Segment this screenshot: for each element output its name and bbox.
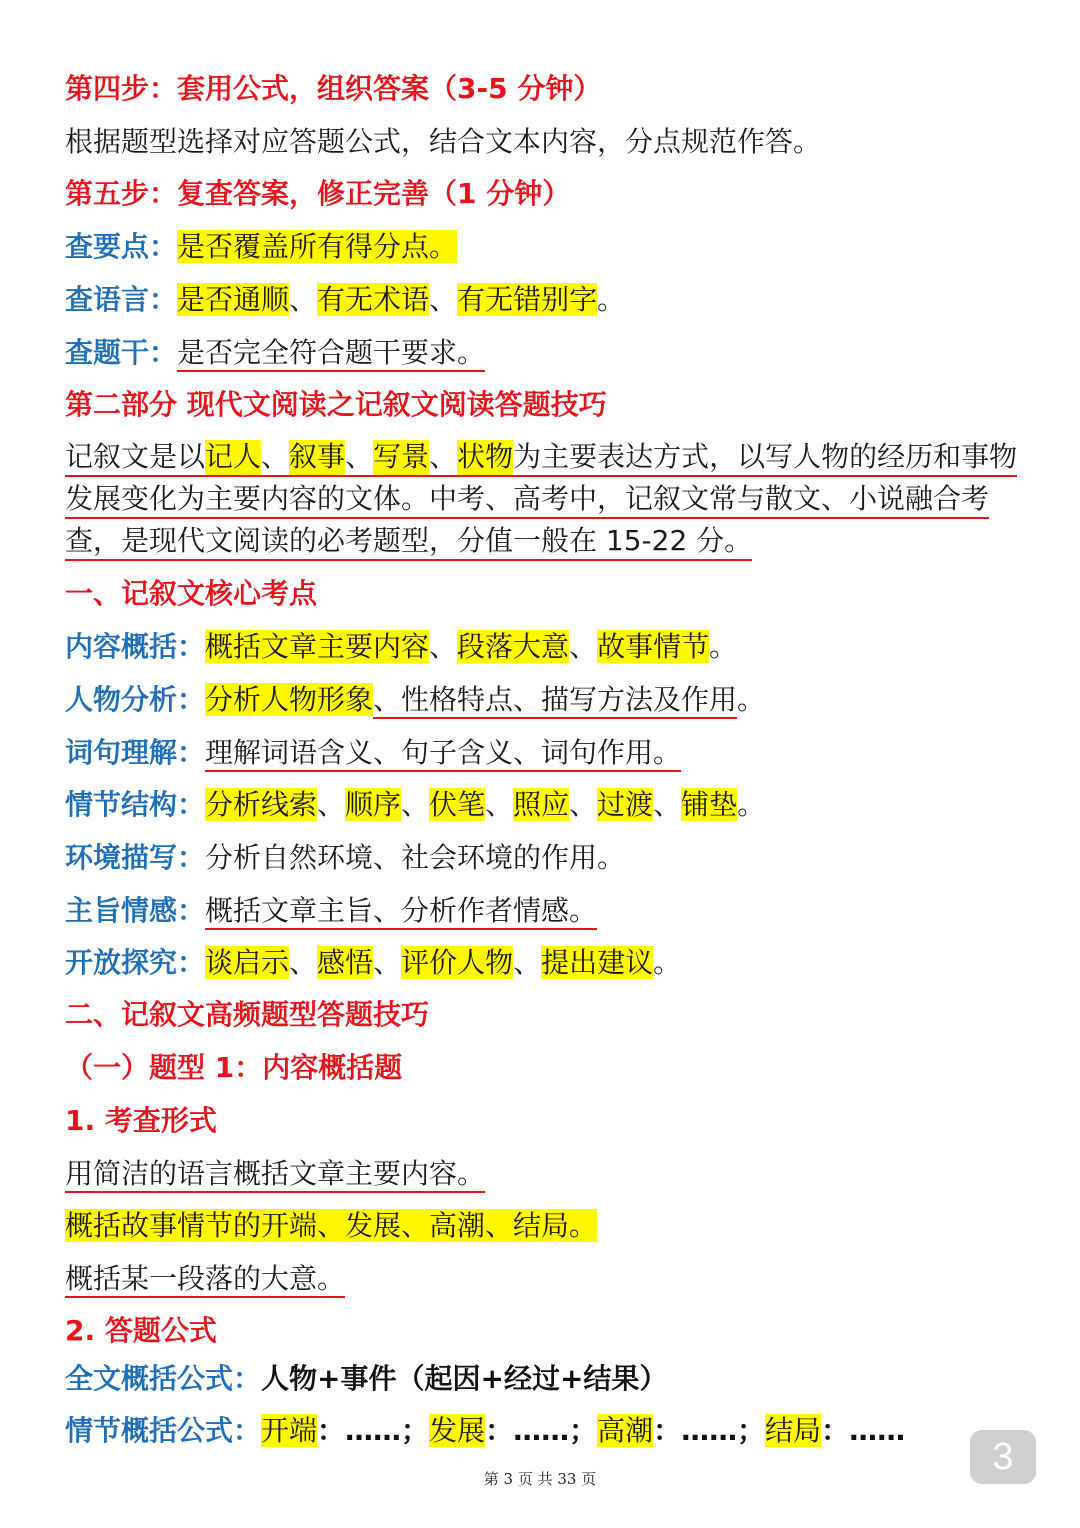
- ellipsis-text: ：……；: [653, 1414, 766, 1447]
- full-text-formula-label: 全文概括公式：: [65, 1362, 262, 1395]
- sentence-understanding-label: 词句理解：: [65, 736, 206, 769]
- highlight-text: 过渡: [597, 788, 654, 821]
- separator: 、: [317, 788, 346, 821]
- check-points-text: 是否覆盖所有得分点。: [177, 230, 458, 263]
- exam-form-item-3: [65, 1260, 1040, 1298]
- step4-heading: 第四步：套用公式，组织答案（3-5 分钟）: [65, 72, 602, 105]
- separator: 、: [653, 788, 682, 821]
- check-language-label: 查语言：: [65, 283, 178, 316]
- highlight-text: 照应: [513, 788, 570, 821]
- check-question-label: 查题干：: [65, 336, 178, 369]
- underlined-text: 、性格特点、描写方法及作用: [373, 683, 737, 719]
- highlight-text: 伏笔: [429, 788, 486, 821]
- highlight-text: 高潮: [597, 1414, 654, 1447]
- check-question-text: 是否完全符合题干要求。: [177, 336, 485, 372]
- period: 。: [653, 946, 682, 979]
- exam-form-item-2: [65, 1207, 1040, 1245]
- separator: 、: [513, 946, 542, 979]
- full-text-formula-line: [65, 1360, 1040, 1398]
- highlight-text: 状物: [457, 440, 513, 477]
- exam-form-heading: 1. 考查形式: [65, 1104, 217, 1137]
- plot-structure-line: [65, 786, 1040, 824]
- separator: 、: [261, 440, 289, 477]
- highlight-text: 分析人物形象: [205, 683, 374, 716]
- ellipsis-text: ：……: [821, 1414, 906, 1447]
- plot-structure-label: 情节结构：: [65, 788, 206, 821]
- exam-form-item-1: [65, 1155, 1040, 1193]
- highlight-text: 谈启示: [205, 946, 290, 979]
- highlight-text: 写景: [373, 440, 429, 477]
- highlight-text: 故事情节: [597, 630, 710, 663]
- step5-heading: 第五步：复查答案，修正完善（1 分钟）: [65, 177, 571, 210]
- section2-heading: 二、记叙文高频题型答题技巧: [65, 998, 430, 1031]
- highlight-text: 铺垫: [681, 788, 738, 821]
- separator: 、: [401, 788, 430, 821]
- answer-formula-heading: 2. 答题公式: [65, 1314, 217, 1347]
- separator: 、: [345, 440, 373, 477]
- content-summary-label: 内容概括：: [65, 630, 206, 663]
- plot-formula-line: [65, 1412, 1040, 1450]
- period: 。: [709, 630, 738, 663]
- character-analysis-line: [65, 681, 1040, 719]
- page-footer: 第 3 页 共 33 页: [483, 1470, 597, 1488]
- underlined-text: 用简洁的语言概括文章主要内容。: [65, 1157, 485, 1193]
- narrative-intro-paragraph: [65, 436, 1020, 562]
- character-analysis-label: 人物分析：: [65, 683, 206, 716]
- environment-text: 分析自然环境、社会环境的作用。: [205, 841, 626, 874]
- sentence-understanding-line: [65, 734, 1040, 772]
- separator: 、: [569, 630, 598, 663]
- separator: 、: [373, 946, 402, 979]
- highlight-text: 开端: [261, 1414, 318, 1447]
- underlined-text: 理解词语含义、句子含义、词句作用。: [205, 736, 681, 772]
- highlight-text: 结局: [765, 1414, 822, 1447]
- underlined-text: 概括某一段落的大意。: [65, 1262, 345, 1298]
- full-text-formula-text: 人物+事件（起因+经过+结果）: [261, 1362, 668, 1395]
- highlight-text: 概括文章主要内容: [205, 630, 430, 663]
- highlight-text: 段落大意: [457, 630, 570, 663]
- highlight-text: 是否通顺: [177, 283, 290, 316]
- theme-emotion-label: 主旨情感：: [65, 894, 206, 927]
- highlight-text: 概括故事情节的开端、发展、高潮、结局。: [65, 1209, 598, 1242]
- step4-text: 根据题型选择对应答题公式，结合文本内容，分点规范作答。: [65, 125, 822, 158]
- separator: 、: [569, 788, 598, 821]
- check-language-line: [65, 281, 1040, 319]
- separator: 、: [429, 283, 458, 316]
- page-number-badge: 3: [970, 1430, 1036, 1484]
- period: 。: [737, 683, 766, 716]
- part2-heading: 第二部分 现代文阅读之记叙文阅读答题技巧: [65, 388, 607, 421]
- section1-heading: 一、记叙文核心考点: [65, 577, 318, 610]
- open-inquiry-label: 开放探究：: [65, 946, 206, 979]
- highlight-text: 提出建议: [541, 946, 654, 979]
- separator: 、: [429, 630, 458, 663]
- separator: 、: [289, 283, 318, 316]
- highlight-text: 分析线索: [205, 788, 318, 821]
- plot-formula-label: 情节概括公式：: [65, 1414, 262, 1447]
- environment-label: 环境描写：: [65, 841, 206, 874]
- highlight-text: 顺序: [345, 788, 402, 821]
- check-points-line: [65, 228, 1040, 266]
- separator: 、: [289, 946, 318, 979]
- intro-text: 为主要表达方式，以写人物的经历和事物发展变化为主要内容的文体。中考、高考中，记叙文常与散文、小说融合考查，是现代文阅读的必考题型，分值一般在 15-22 分。: [65, 440, 1017, 561]
- highlight-text: 感悟: [317, 946, 374, 979]
- underlined-text: 概括文章主旨、分析作者情感。: [205, 894, 597, 930]
- separator: 、: [485, 788, 514, 821]
- ellipsis-text: ：……；: [317, 1414, 430, 1447]
- intro-text: 记叙文是以: [65, 440, 205, 477]
- ellipsis-text: ：……；: [485, 1414, 598, 1447]
- theme-emotion-line: [65, 892, 1040, 930]
- check-points-label: 查要点：: [65, 230, 178, 263]
- content-summary-line: [65, 628, 1040, 666]
- highlight-text: 发展: [429, 1414, 486, 1447]
- open-inquiry-line: [65, 944, 1040, 982]
- environment-line: [65, 839, 1040, 877]
- period: 。: [597, 283, 626, 316]
- highlight-text: 记人: [205, 440, 261, 477]
- period: 。: [737, 788, 766, 821]
- highlight-text: 有无术语: [317, 283, 430, 316]
- question-type1-heading: （一）题型 1：内容概括题: [65, 1051, 403, 1084]
- highlight-text: 评价人物: [401, 946, 514, 979]
- highlight-text: 有无错别字: [457, 283, 598, 316]
- separator: 、: [429, 440, 457, 477]
- check-question-line: [65, 334, 1040, 372]
- highlight-text: 叙事: [289, 440, 345, 477]
